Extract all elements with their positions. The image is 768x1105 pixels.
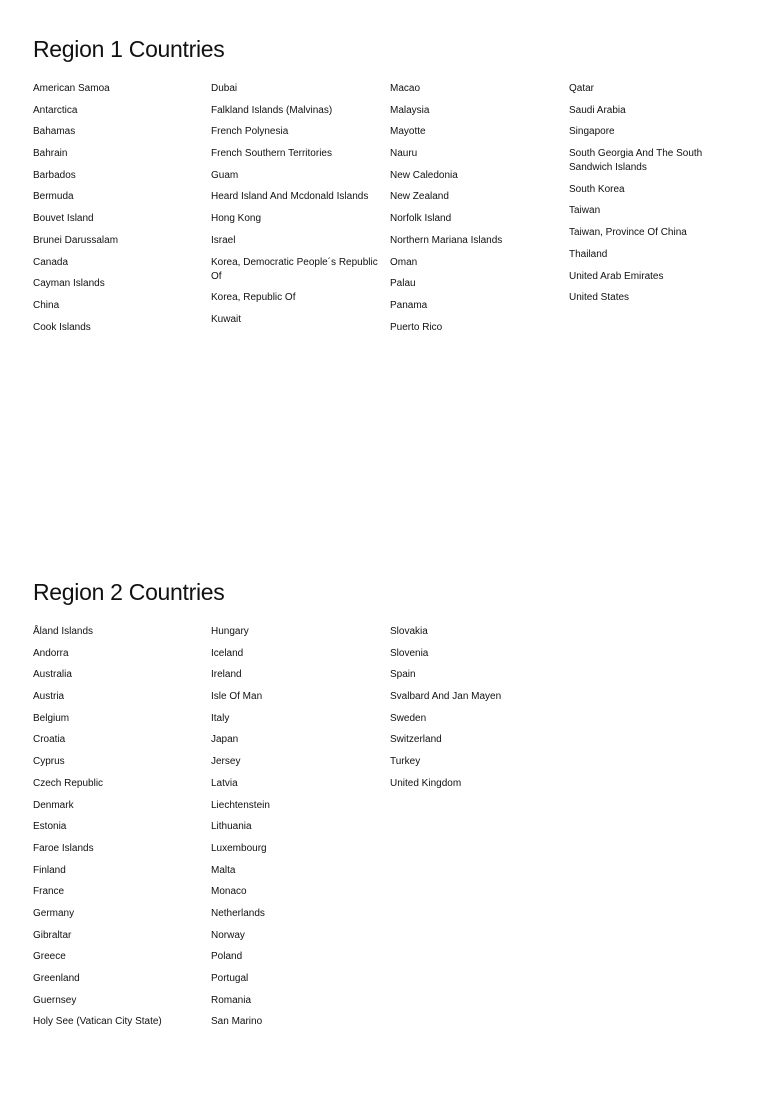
country-item: Heard Island And Mcdonald Islands — [211, 191, 369, 203]
country-item: Austria — [33, 691, 65, 703]
country-item: South Korea — [569, 183, 625, 195]
country-item: Puerto Rico — [390, 321, 443, 333]
region-1-columns — [33, 82, 753, 562]
country-item: Romania — [211, 994, 252, 1006]
country-item: Kuwait — [211, 313, 242, 325]
country-item: Croatia — [33, 734, 66, 746]
country-item: Thailand — [569, 248, 608, 260]
country-item: Barbados — [33, 169, 76, 181]
region-1-title: Region 1 Countries — [33, 36, 225, 62]
country-item: Sweden — [390, 712, 427, 724]
region-1-column-1 — [33, 82, 205, 342]
country-item: Saudi Arabia — [569, 104, 626, 116]
country-item: Germany — [33, 907, 75, 919]
country-item: Slovenia — [390, 647, 429, 659]
country-item: American Samoa — [33, 83, 110, 94]
country-item: Dubai — [211, 83, 238, 94]
country-item: Denmark — [33, 799, 74, 811]
country-item: Hong Kong — [211, 213, 262, 225]
country-item: United Arab Emirates — [569, 270, 664, 282]
country-item: Norway — [211, 929, 245, 941]
country-item: Jersey — [211, 756, 241, 768]
country-item: Cook Islands — [33, 321, 91, 333]
country-item: France — [33, 886, 65, 898]
country-item: Hungary — [211, 626, 249, 637]
country-item: Bahamas — [33, 126, 76, 138]
region-2-column-1 — [33, 625, 205, 1037]
country-item: Bouvet Island — [33, 213, 94, 225]
country-item: Singapore — [569, 126, 615, 138]
country-item: Slovakia — [390, 626, 428, 637]
country-item: Åland Islands — [33, 626, 94, 637]
country-item: Cayman Islands — [33, 278, 105, 290]
country-item: New Zealand — [390, 191, 449, 203]
country-item: Holy See (Vatican City State) — [33, 1016, 162, 1028]
country-item: Iceland — [211, 647, 244, 659]
country-item: Bahrain — [33, 148, 68, 160]
country-item: Luxembourg — [211, 842, 267, 854]
country-item: Panama — [390, 299, 428, 311]
country-item: Czech Republic — [33, 777, 104, 789]
country-item: Faroe Islands — [33, 842, 94, 854]
country-item: South Georgia And The South Sandwich Islands — [569, 148, 703, 174]
country-item: Finland — [33, 864, 66, 876]
country-item: Switzerland — [390, 734, 442, 746]
country-item: Cyprus — [33, 756, 65, 768]
country-item: New Caledonia — [390, 169, 458, 181]
country-item: Qatar — [569, 83, 595, 94]
country-item: Poland — [211, 951, 243, 963]
country-item: Mayotte — [390, 126, 426, 138]
country-item: Andorra — [33, 647, 69, 659]
region-1-column-3 — [390, 82, 562, 342]
country-item: Oman — [390, 256, 418, 268]
country-item: Liechtenstein — [211, 799, 270, 811]
country-item: Korea, Republic Of — [211, 292, 296, 304]
country-item: Bermuda — [33, 191, 74, 203]
country-item: China — [33, 299, 60, 311]
country-item: Italy — [211, 712, 230, 724]
country-item: Lithuania — [211, 821, 252, 833]
country-item: Taiwan, Province Of China — [569, 227, 687, 239]
country-item: Japan — [211, 734, 239, 746]
region-1-column-2 — [211, 82, 383, 335]
country-item: Greece — [33, 951, 66, 963]
country-item: Israel — [211, 234, 236, 246]
country-item: Isle Of Man — [211, 691, 263, 703]
country-item: Guernsey — [33, 994, 77, 1006]
country-item: Netherlands — [211, 907, 265, 919]
region-2-column-2 — [211, 625, 383, 1037]
country-item: Falkland Islands (Malvinas) — [211, 104, 333, 116]
country-item: Antarctica — [33, 104, 78, 116]
country-item: Monaco — [211, 886, 247, 898]
country-item: French Southern Territories — [211, 148, 332, 160]
country-item: Portugal — [211, 973, 249, 984]
region-2-title: Region 2 Countries — [33, 579, 225, 605]
country-item: Spain — [390, 669, 416, 681]
country-item: Brunei Darussalam — [33, 234, 119, 246]
country-item: French Polynesia — [211, 126, 289, 138]
country-item: Estonia — [33, 821, 67, 833]
country-item: United States — [569, 292, 630, 304]
country-item: Latvia — [211, 777, 238, 789]
region-2-section — [33, 575, 753, 1105]
country-item: Korea, Democratic People´s Republic Of — [211, 256, 378, 282]
country-item: Turkey — [390, 756, 421, 768]
country-item: Taiwan — [569, 205, 601, 217]
country-item: Ireland — [211, 669, 242, 681]
country-item: Macao — [390, 83, 421, 94]
region-1-section — [33, 32, 753, 562]
country-item: Canada — [33, 256, 69, 268]
country-item: Malta — [211, 864, 236, 876]
region-2-column-3 — [390, 625, 562, 799]
country-item: San Marino — [211, 1016, 263, 1028]
country-item: Norfolk Island — [390, 213, 452, 225]
region-1-column-4 — [569, 82, 741, 313]
country-item: Guam — [211, 169, 239, 181]
country-item: Belgium — [33, 712, 70, 724]
country-item: Northern Mariana Islands — [390, 234, 503, 246]
country-item: United Kingdom — [390, 777, 462, 789]
country-item: Palau — [390, 278, 416, 290]
country-item: Malaysia — [390, 104, 430, 116]
country-item: Gibraltar — [33, 929, 72, 941]
country-item: Greenland — [33, 973, 80, 984]
country-item: Australia — [33, 669, 72, 681]
region-2-columns — [33, 625, 753, 1105]
country-item: Svalbard And Jan Mayen — [390, 691, 502, 703]
country-item: Nauru — [390, 148, 418, 160]
